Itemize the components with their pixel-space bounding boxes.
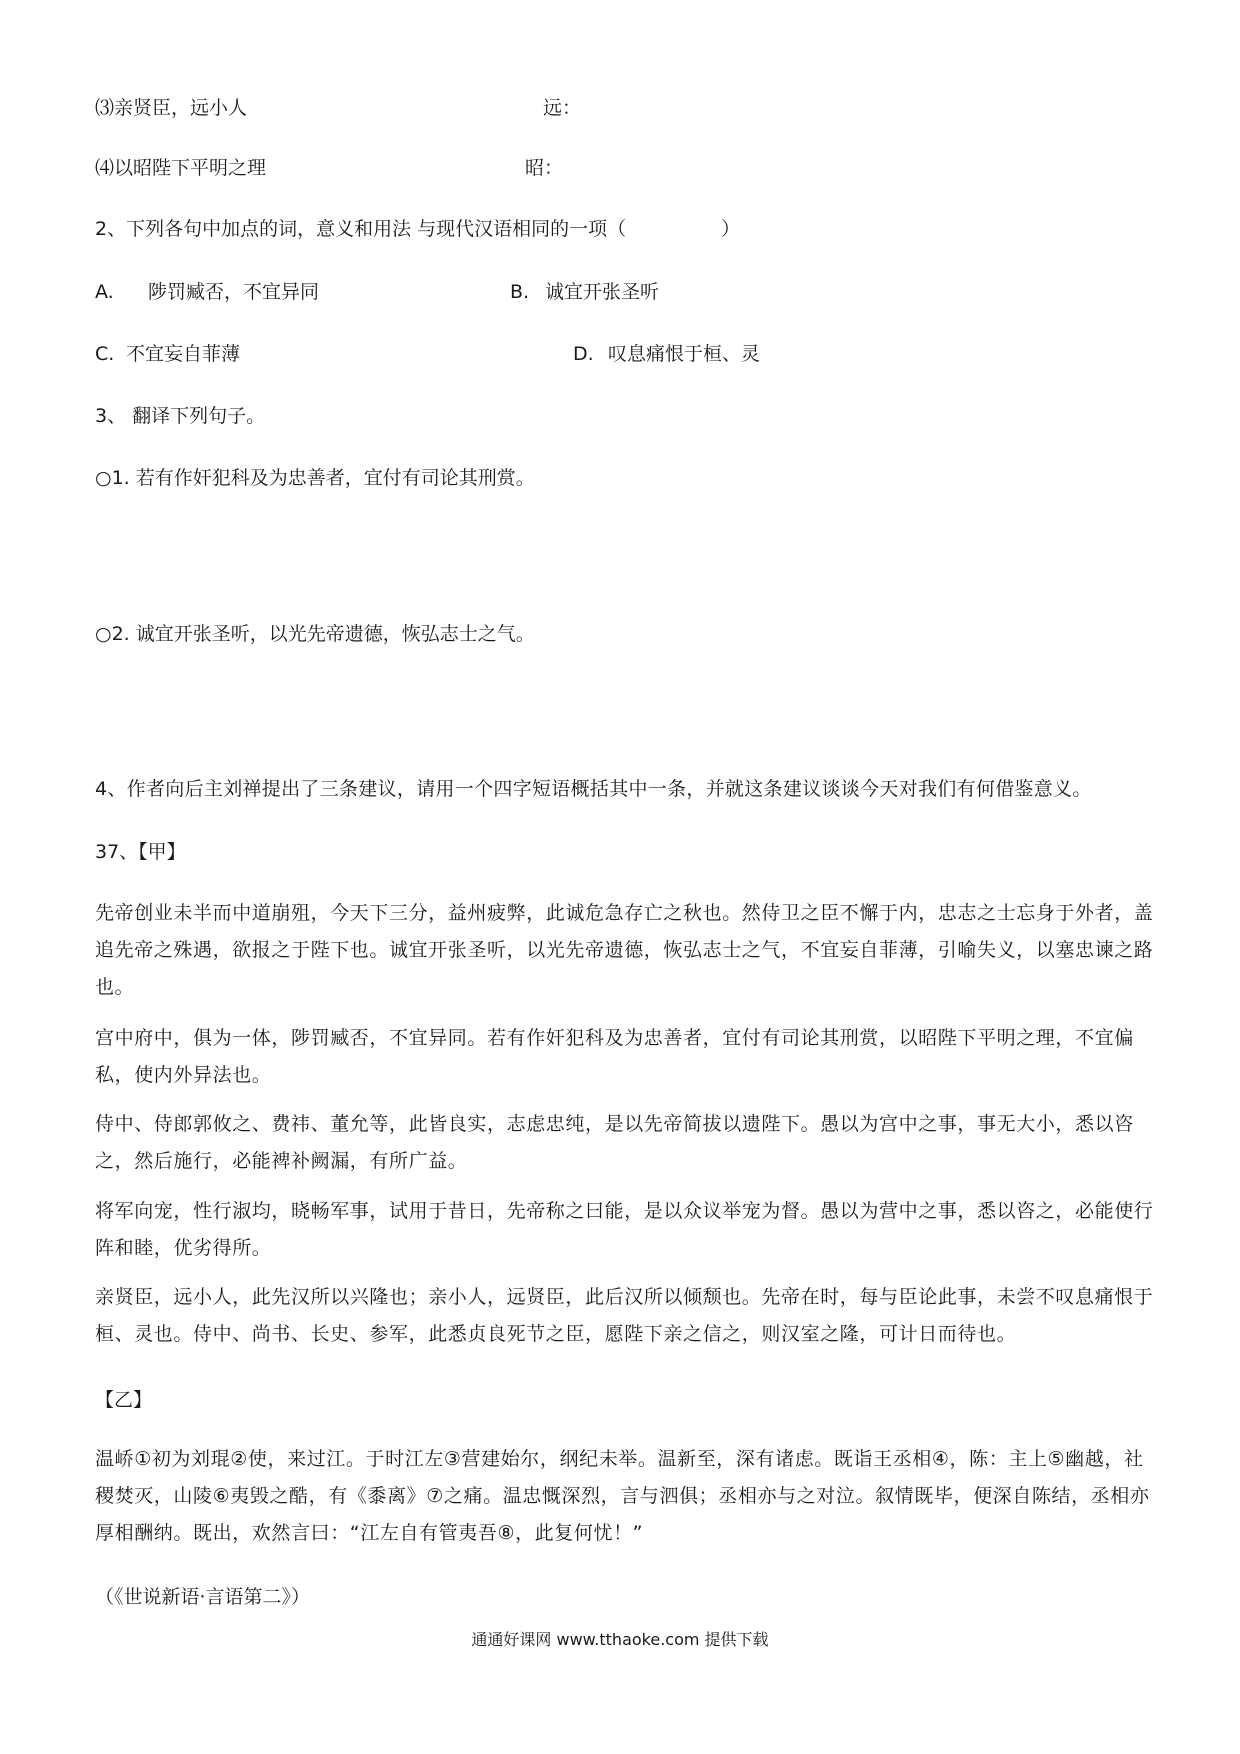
q2-option-d-text: 叹息痛恨于桓、灵: [608, 343, 761, 365]
q1-item3-text: ⑶亲贤臣，远小人: [95, 97, 248, 119]
yi-paragraph: 温峤①初为刘琨②使，来过江。于时江左③营建始尔，纲纪未举。温新至，深有诸虑。既诣王丞相④，陈：主上⑤幽越，社稷焚灭，山陵⑥夷毁之酷，有《黍离》⑦之痛。温忠慨深烈，言与泗俱；丞相亦与之对泣。叙情既毕，便深自陈结，丞相亦厚相酬纳。既出，欢然言曰：“江左自有管夷吾⑧，此复何忧！”: [95, 1448, 1150, 1544]
q2-option-b-letter: B.: [510, 281, 530, 303]
jia-paragraph-5: 亲贤臣，远小人，此先汉所以兴隆也；亲小人，远贤臣，此后汉所以倾颓也。先帝在时，每与臣论此事，未尝不叹息痛恨于桓、灵也。侍中、尚书、长史、参军，此悉贞良死节之臣，愿陛下亲之信之，则汉室之隆，可计日而待也。: [95, 1286, 1154, 1345]
q3-sentence-2: ○2. 诚宜开张圣听，以光先帝遗德，恢弘志士之气。: [95, 623, 535, 645]
source-citation: （《世说新语·言语第二》）: [95, 1586, 311, 1608]
q2-option-a-text: 陟罚臧否，不宜异同: [148, 281, 320, 303]
q1-item3-blank: 远：: [543, 97, 582, 119]
yi-heading: 【乙】: [95, 1389, 153, 1411]
q3-stem: 3、 翻译下列句子。: [95, 405, 266, 427]
q4-stem: 4、作者向后主刘禅提出了三条建议，请用一个四字短语概括其中一条，并就这条建议谈谈今天对我们有何借鉴意义。: [95, 778, 1092, 800]
q2-stem: 2、下列各句中加点的词，意义和用法 与现代汉语相同的一项（ ）: [95, 218, 741, 240]
page-footer: 通通好课网 www.tthaoke.com 提供下载: [471, 1630, 769, 1649]
q1-item4-text: ⑷以昭陛下平明之理: [95, 157, 267, 179]
jia-paragraph-3: 侍中、侍郎郭攸之、费祎、董允等，此皆良实，志虑忠纯，是以先帝简拔以遗陛下。愚以为宫中之事，事无大小，悉以咨之，然后施行，必能裨补阙漏，有所广益。: [95, 1113, 1134, 1172]
q37-heading: 37、【甲】: [95, 841, 186, 863]
q1-item4-blank: 昭：: [525, 157, 564, 179]
q2-option-a-letter: A.: [95, 281, 114, 303]
q2-option-c-text: 不宜妄自菲薄: [126, 343, 241, 365]
jia-paragraph-1: 先帝创业未半而中道崩殂，今天下三分，益州疲弊，此诚危急存亡之秋也。然侍卫之臣不懈于内，忠志之士忘身于外者，盖追先帝之殊遇，欲报之于陛下也。诚宜开张圣听，以光先帝遗德，恢弘志士之气，不宜妄自菲薄，引喻失义，以塞忠谏之路也。: [95, 902, 1154, 998]
jia-paragraph-2: 宫中府中，俱为一体，陟罚臧否，不宜异同。若有作奸犯科及为忠善者，宜付有司论其刑赏，以昭陛下平明之理，不宜偏私，使内外异法也。: [95, 1027, 1134, 1086]
q3-sentence-1: ○1. 若有作奸犯科及为忠善者，宜付有司论其刑赏。: [95, 467, 535, 489]
q2-option-b-text: 诚宜开张圣听: [545, 281, 660, 303]
q2-option-c-letter: C.: [95, 343, 115, 365]
q2-option-d-letter: D.: [573, 343, 594, 365]
jia-paragraph-4: 将军向宠，性行淑均，晓畅军事，试用于昔日，先帝称之曰能，是以众议举宠为督。愚以为营中之事，悉以咨之，必能使行阵和睦，优劣得所。: [95, 1200, 1154, 1259]
